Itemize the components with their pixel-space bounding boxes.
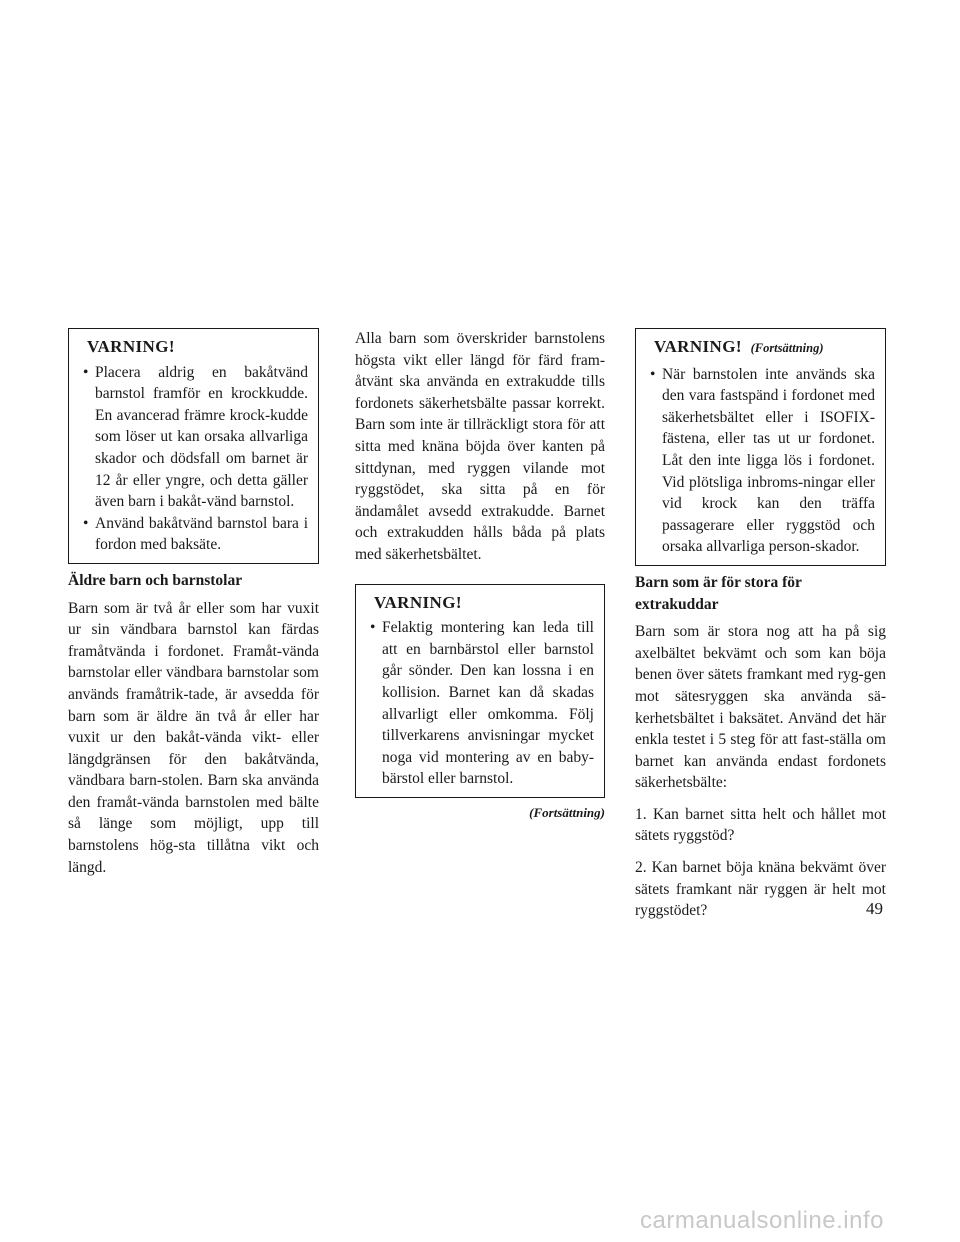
warning-box-installation bbox=[355, 584, 605, 798]
section-heading-older-children: Äldre barn och barnstolar bbox=[68, 571, 243, 589]
page-number: 49 bbox=[866, 899, 883, 918]
warning-title: VARNING! bbox=[374, 592, 462, 612]
body-paragraph: Alla barn som överskrider barnstolens högsta vikt eller längd för färd fram-åtvänt ska använda en extrakudde tills fordonets säkerhetsbälte passar korrekt. Barn som inte är tillräckligt stora för att sitta med knäna böjda över kanten på sittdynan, med ryggen vilande mot ryggstödet, ska sitta på en för ändamålet avsedd extrakudde. Barnet och extrakudden hålls båda på plats med säkerhetsbältet. bbox=[355, 330, 605, 563]
test-question: 2. Kan barnet böja knäna bekvämt över sätets framkant när ryggen är helt mot ryggstödet? bbox=[635, 859, 886, 920]
section-heading-booster: Barn som är för stora för extrakuddar bbox=[635, 573, 802, 613]
watermark: carmanualsonline.info bbox=[640, 1207, 884, 1234]
warning-list bbox=[646, 364, 875, 558]
warning-title-text: VARNING! bbox=[654, 337, 742, 356]
warning-item: • Placera aldrig en bakåtvänd barnstol framför en krockkudde. En avancerad främre krock-kudde som löser ut kan orsaka allvarliga skador och dödsfall om barnet är 12 år eller yngre, och detta gäller även barn i bakåt-vänd barnstol. bbox=[79, 362, 308, 513]
warning-list bbox=[366, 617, 594, 790]
warning-item: • Använd bakåtvänd barnstol bara i fordon med baksäte. bbox=[79, 513, 308, 556]
continued-note: (Fortsättning) bbox=[529, 804, 605, 820]
column-right bbox=[635, 328, 886, 932]
body-paragraph: Barn som är stora nog att ha på sig axelbältet bekvämt och som kan böja benen över sätets framkant med ryg-gen mot sätesryggen ska använda sä-kerhetsbältet i baksätet. Använd det här enkla testet i 5 steg för att fast-ställa om barnet kan använda endast fordonets säkerhetsbälte: bbox=[635, 623, 886, 792]
warning-title: VARNING! bbox=[87, 337, 175, 356]
column-middle bbox=[355, 328, 605, 823]
warning-item: • Felaktig montering kan leda till att en barnbärstol eller barnstol går sönder. Den kan lossna i en kollision. Barnet kan då skadas allvarligt eller omkomma. Följ tillverkarens anvisningar mycket noga vid montering av en baby-bärstol eller barnstol. bbox=[366, 617, 594, 790]
warning-box-rear-facing bbox=[68, 328, 319, 564]
test-question: 1. Kan barnet sitta helt och hållet mot sätets ryggstöd? bbox=[635, 805, 886, 845]
warning-item: • När barnstolen inte används ska den vara fastspänd i fordonet med säkerhetsbältet eller i ISOFIX-fästena, eller tas ut ur fordonet. Låt den inte ligga lös i fordonet. Vid plötsliga inbroms-ningar eller vid krock kan den träffa passagerare eller ryggstöd och orsaka allvarliga person-skador. bbox=[646, 364, 875, 558]
warning-continued: (Fortsättning) bbox=[750, 341, 824, 355]
warning-box-storage bbox=[635, 328, 886, 566]
column-left bbox=[68, 328, 319, 888]
warning-list bbox=[79, 362, 308, 556]
warning-title bbox=[654, 336, 875, 360]
body-paragraph: Barn som är två år eller som har vuxit ur sin vändbara barnstol kan färdas framåtvända i fordonet. Framåt-vända barnstolar eller vändbara barnstolar som används framåtrik-tade, är avsedda för barn som är äldre än två år eller har vuxit ur den bakåt-vända vikt- eller längdgränsen för den bakåtvända, vändbara barn-stolen. Barn ska använda den framåt-vända barnstolen med bälte så länge som möjligt, upp till barnstolens hög-sta tillåtna vikt och längd. bbox=[68, 599, 319, 876]
